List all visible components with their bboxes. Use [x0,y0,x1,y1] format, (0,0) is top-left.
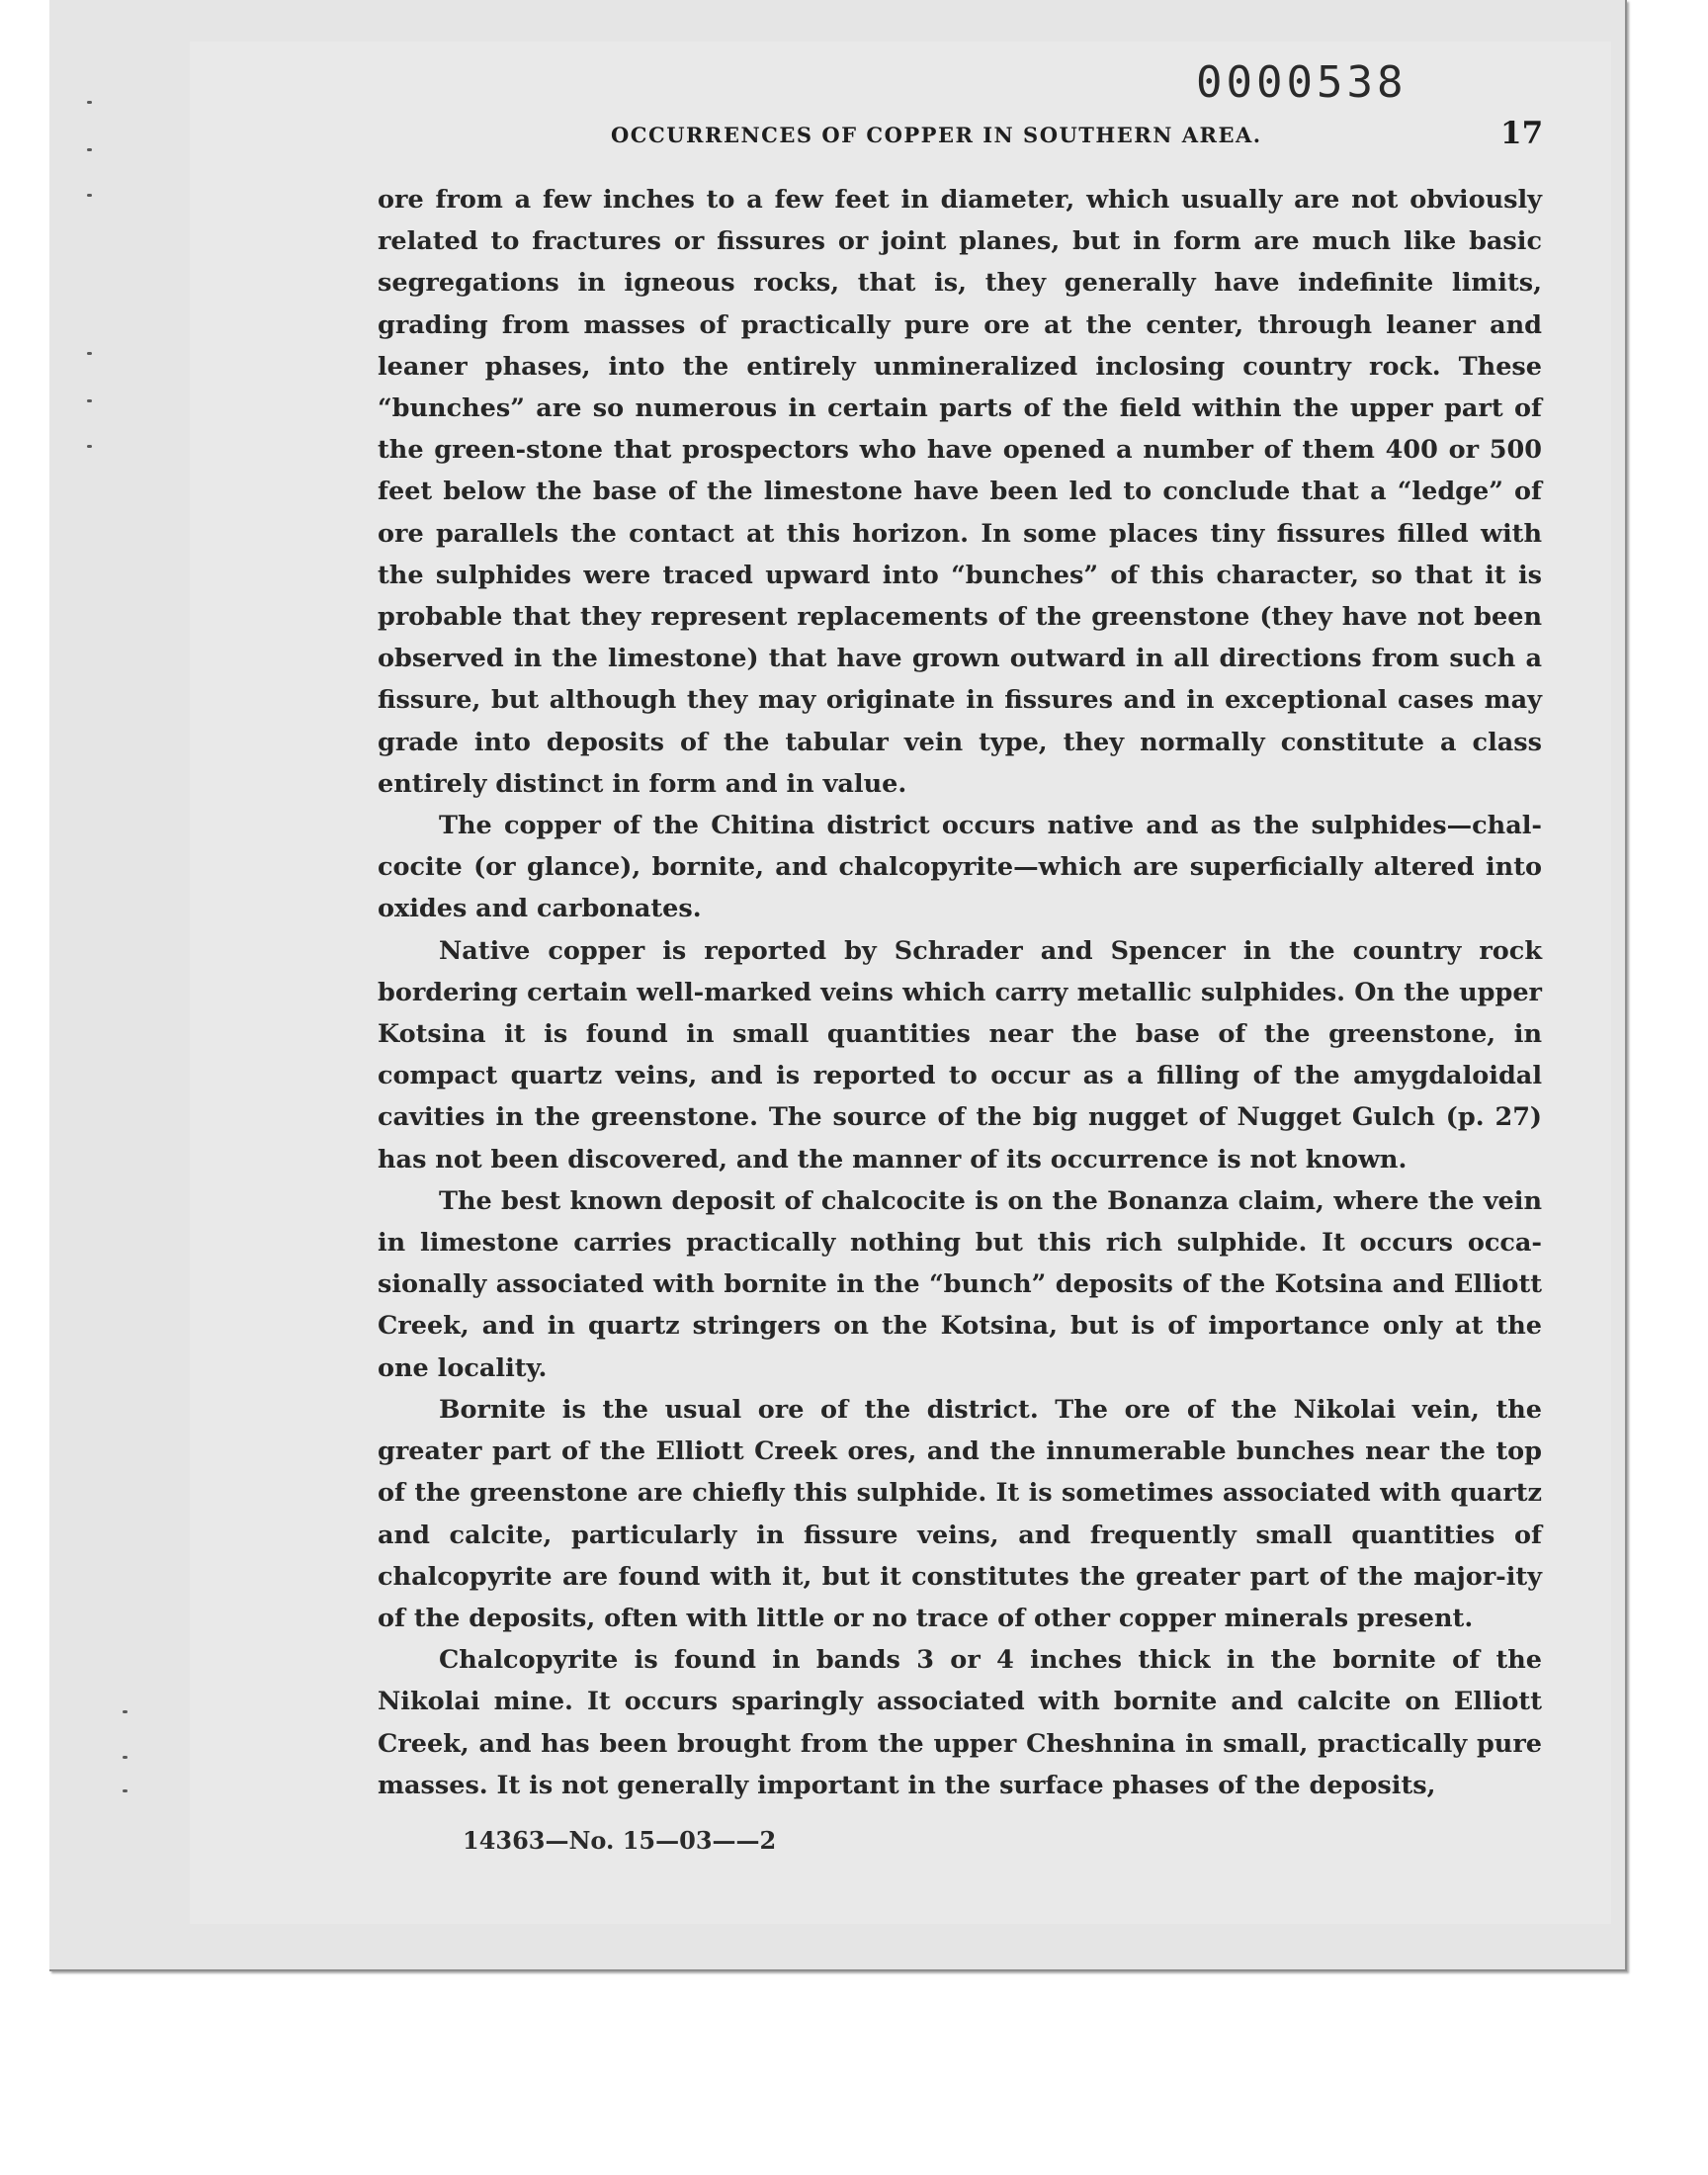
scan-speck [87,399,92,402]
page-number: 17 [1500,116,1544,151]
paragraph: Bornite is the usual ore of the district. The ore of the Nikolai vein, the greater part of the Elliott Creek ores, and the innumerable bunches near the top of the greenstone are chiefly this sulphide. It is sometimes associated with quartz and calcite, particularly in fissure veins, and frequently small quantities of chalcopyrite are found with it, but it constitutes the greater part of the major-ity of the deposits, often with little or no trace of other copper minerals present. [378,1394,1542,1633]
body-text [378,179,1542,1806]
document-id-stamp: 0000538 [1196,57,1408,108]
paragraph: Native copper is reported by Schrader and Spencer in the country rock bordering certain well-marked veins which carry metallic sulphides. On the upper Kotsina it is found in small quantities near the base of the greenstone, in compact quartz veins, and is reported to occur as a filling of the amygdaloidal cavities in the greenstone. The source of the big nugget of Nugget Gulch (p. 27) has not been discovered, and the manner of its occurrence is not known. [378,935,1542,1174]
scan-speck [123,1710,128,1713]
document-page [49,0,1627,1971]
scan-speck [87,352,92,355]
paragraph: Chalcopyrite is found in bands 3 or 4 inches thick in the bornite of the Nikolai mine. It occurs sparingly associated with bornite and calcite on Elliott Creek, and has been brought from the upper Cheshnina in small, practically pure masses. It is not generally important in the surface phases of the deposits, [378,1645,1542,1800]
scan-speck [123,1756,128,1759]
paragraph: The copper of the Chitina district occurs native and as the sulphides—chal-cocite (or glance), bornite, and chalcopyrite—which are superficially altered into oxides and carbonates. [378,811,1542,924]
signature-mark: 14363—No. 15—03——2 [463,1826,777,1855]
scan-speck [87,148,92,151]
scan-speck [87,445,92,448]
scan-speck [123,1789,128,1792]
scan-speck [87,101,92,104]
paragraph: The best known deposit of chalcocite is on the Bonanza claim, where the vein in limestone carries practically nothing but this rich sulphide. It occurs occa-sionally associated with bornite in the “bunch” deposits of the Kotsina and Elliott Creek, and in quartz stringers on the Kotsina, but is of importance only at the one locality. [378,1185,1542,1383]
paragraph: ore from a few inches to a few feet in diameter, which usually are not obviously related to fractures or fissures or joint planes, but in form are much like basic segregations in igneous rocks, that is, they generally have indefinite limits, grading from masses of practically pure ore at the center, through leaner and leaner phases, into the entirely unmineralized inclosing country rock. These “bunches” are so numerous in certain parts of the field within the upper part of the green-stone that prospectors who have opened a number of them 400 or 500 feet below the base of the limestone have been led to conclude that a “ledge” of ore parallels the contact at this horizon. In some places tiny fissures filled with the sulphides were traced upward into “bunches” of this character, so that it is probable that they represent replacements of the greenstone (they have not been observed in the limestone) that have grown outward in all directions from such a fissure, but although they may originate in fissures and in exceptional cases may grade into deposits of the tabular vein type, they normally constitute a class entirely distinct in form and in value. [378,185,1542,799]
running-head: OCCURRENCES OF COPPER IN SOUTHERN AREA. [611,123,1262,147]
scan-speck [87,194,92,197]
